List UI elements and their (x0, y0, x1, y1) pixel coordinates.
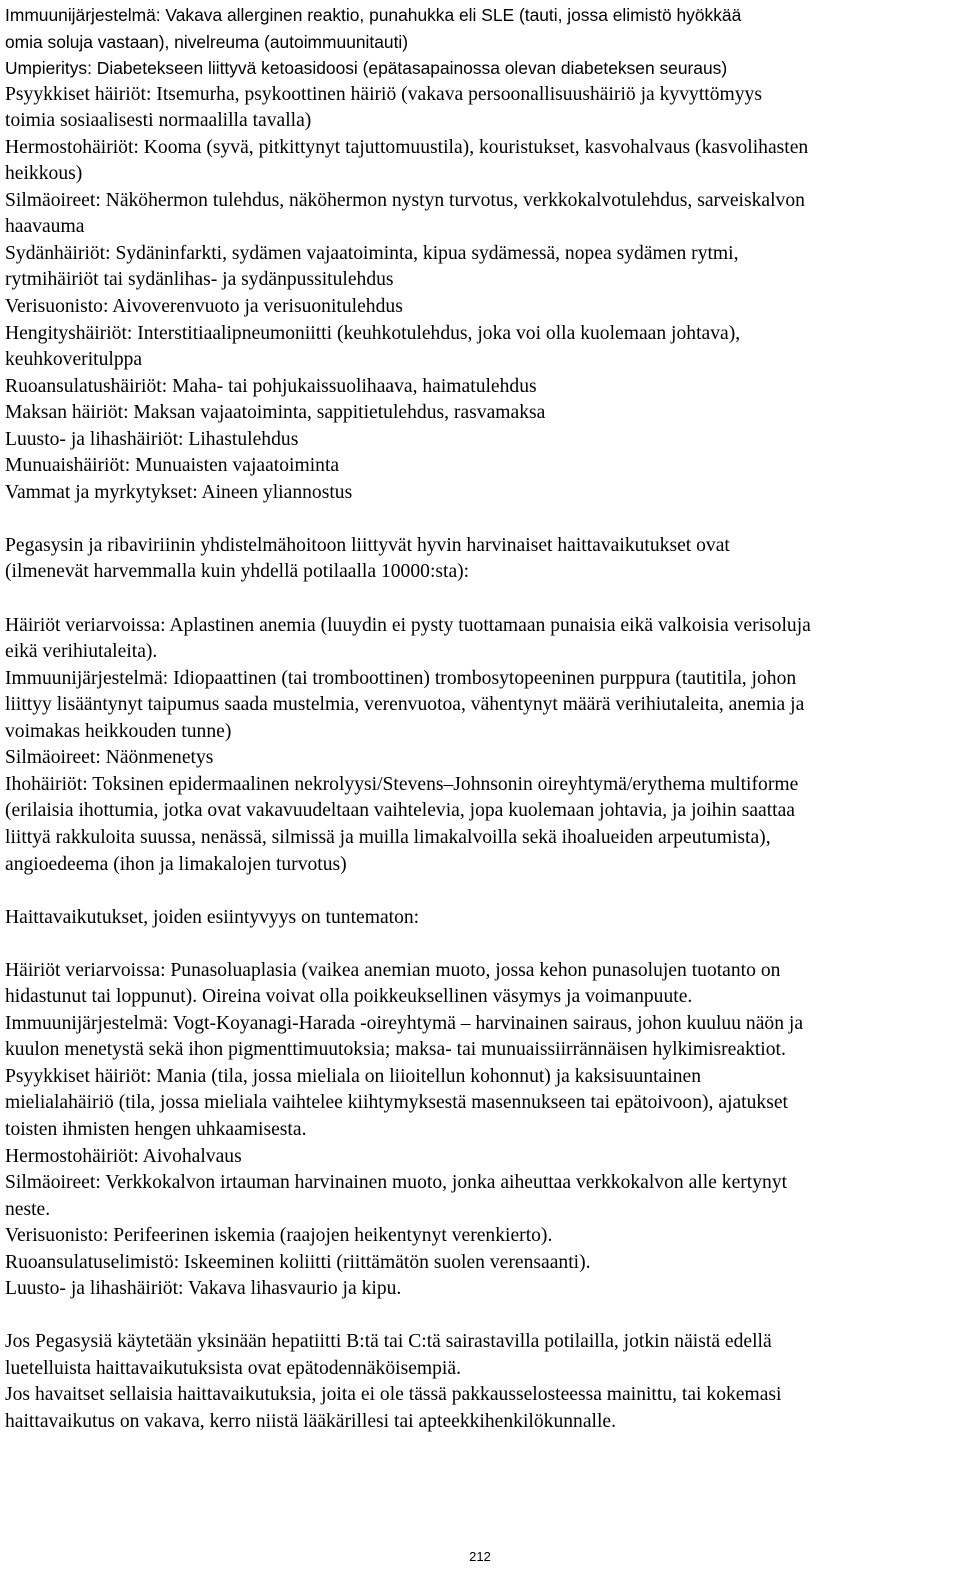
text-line: voimakas heikkouden tunne) (5, 720, 232, 742)
text-line: Häiriöt veriarvoissa: Aplastinen anemia (luuydin ei pysty tuottamaan punaisia eikä valkoisia verisoluja (5, 614, 811, 636)
paragraph-gap (5, 878, 957, 905)
paragraph-gap (5, 931, 957, 958)
page-number: 212 (469, 1549, 491, 1564)
paragraph-gap (5, 1303, 957, 1330)
text-line: Psyykkiset häiriöt: Mania (tila, jossa mieliala on liioitellun kohonnut) ja kaksisuuntainen (5, 1065, 702, 1087)
text-line: toisten ihmisten hengen uhkaamisesta. (5, 1118, 307, 1140)
text-line: (erilaisia ihottumia, jotka ovat vakavuudeltaan vaihtelevia, jopa kuolemaan johtavia, ja joihin saattaa (5, 800, 796, 822)
text-line: neste. (5, 1198, 51, 1220)
text-line: Umpieritys: Diabetekseen liittyvä ketoasidoosi (epätasapainossa olevan diabeteksen seuraus) (5, 58, 728, 79)
text-line: Immuunijärjestelmä: Idiopaattinen (tai tromboottinen) trombosytopeeninen purppura (tautitila, johon (5, 667, 797, 689)
text-line: Pegasysin ja ribaviriinin yhdistelmähoitoon liittyvät hyvin harvinaiset haittavaikutukset ovat (5, 534, 730, 556)
text-line: kuulon menetystä sekä ihon pigmenttimuutoksia; maksa- tai munuaissiirrännäisen hylkimisreaktiot. (5, 1039, 786, 1061)
text-line: Immuunijärjestelmä: Vakava allerginen reaktio, punahukka eli SLE (tauti, jossa elimistö hyökkää (5, 5, 742, 25)
text-line: Verisuonisto: Aivoverenvuoto ja verisuonitulehdus (5, 296, 403, 318)
paragraph-gap (5, 506, 957, 533)
text-line: Luusto- ja lihashäiriöt: Vakava lihasvaurio ja kipu. (5, 1278, 402, 1300)
text-line: liittyy lisääntynyt taipumus saada mustelmia, verenvuotoa, vähentynyt määrä verihiutaleita, anemia ja (5, 694, 805, 716)
text-line: Immuunijärjestelmä: Vogt-Koyanagi-Harada -oireyhtymä – harvinainen sairaus, johon kuuluu näön ja (5, 1012, 804, 1034)
text-line: Häiriöt veriarvoissa: Punasoluaplasia (vaikea anemian muoto, jossa kehon punasolujen tuotanto on (5, 959, 781, 981)
text-line: mielialahäiriö (tila, jossa mieliala vaihtelee kiihtymyksestä masennukseen tai epätoivoon), ajatukset (5, 1092, 788, 1114)
text-line: Maksan häiriöt: Maksan vajaatoiminta, sappitietulehdus, rasvamaksa (5, 402, 546, 424)
text-line: toimia sosiaalisesti normaalilla tavalla) (5, 110, 312, 132)
text-line: Verisuonisto: Perifeerinen iskemia (raajojen heikentynyt verenkierto). (5, 1225, 553, 1247)
text-line: luetelluista haittavaikutuksista ovat epätodennäköisempiä. (5, 1357, 461, 1379)
text-line: Ruoansulatuselimistö: Iskeeminen koliitti (riittämätön suolen verensaanti). (5, 1251, 591, 1273)
text-line: Hermostohäiriöt: Aivohalvaus (5, 1145, 242, 1167)
text-line: Sydänhäiriöt: Sydäninfarkti, sydämen vajaatoiminta, kipua sydämessä, nopea sydämen rytmi, (5, 242, 739, 264)
text-line: Jos Pegasysiä käytetään yksinään hepatiitti B:tä tai C:tä sairastavilla potilailla, jotkin näistä edellä (5, 1331, 772, 1353)
text-line: angioedeema (ihon ja limakalojen turvotus) (5, 853, 347, 875)
text-line: Haittavaikutukset, joiden esiintyvyys on tuntematon: (5, 906, 420, 928)
text-line: rytmihäiriöt tai sydänlihas- ja sydänpussitulehdus (5, 269, 394, 291)
text-line: liittyä rakkuloita suussa, nenässä, silmissä ja muilla limakalvoilla sekä ihoalueiden arpeutumista), (5, 826, 771, 848)
text-line: heikkous) (5, 163, 83, 185)
text-line: Jos havaitset sellaisia haittavaikutuksia, joita ei ole tässä pakkausselosteessa mainittu, tai kokemasi (5, 1384, 782, 1406)
text-line: Hengityshäiriöt: Interstitiaalipneumoniitti (keuhkotulehdus, joka voi olla kuolemaan johtava), (5, 322, 741, 344)
text-line: keuhkoveritulppa (5, 349, 143, 371)
text-line: Silmäoireet: Verkkokalvon irtauman harvinainen muoto, jonka aiheuttaa verkkokalvon alle kertynyt (5, 1172, 788, 1194)
text-line: omia soluja vastaan), nivelreuma (autoimmuunitauti) (5, 31, 409, 52)
text-line: Vammat ja myrkytykset: Aineen yliannostus (5, 481, 353, 503)
paragraph-gap (5, 586, 957, 613)
text-line: Ihohäiriöt: Toksinen epidermaalinen nekrolyysi/Stevens–Johnsonin oireyhtymä/erythema multiforme (5, 773, 799, 795)
text-line: Hermostohäiriöt: Kooma (syvä, pitkittynyt tajuttomuustila), kouristukset, kasvohalvaus (kasvolihasten (5, 136, 809, 158)
text-line: (ilmenevät harvemmalla kuin yhdellä potilaalla 10000:sta): (5, 561, 470, 583)
text-line: Silmäoireet: Näönmenetys (5, 747, 214, 769)
text-line: Ruoansulatushäiriöt: Maha- tai pohjukaissuolihaava, haimatulehdus (5, 375, 537, 397)
text-line: Silmäoireet: Näköhermon tulehdus, näköhermon nystyn turvotus, verkkokalvotulehdus, sarveiskalvon (5, 189, 805, 211)
text-line: Munuaishäiriöt: Munuaisten vajaatoiminta (5, 455, 340, 477)
text-line: haavauma (5, 216, 85, 238)
text-line: hidastunut tai loppunut). Oireina voivat olla poikkeuksellinen väsymys ja voimanpuute. (5, 986, 693, 1008)
text-line: Luusto- ja lihashäiriöt: Lihastulehdus (5, 428, 299, 450)
document-body (5, 2, 957, 1436)
text-line: haittavaikutus on vakava, kerro niistä lääkärillesi tai apteekkihenkilökunnalle. (5, 1410, 617, 1432)
text-line: eikä verihiutaleita). (5, 641, 158, 663)
text-line: Psyykkiset häiriöt: Itsemurha, psykoottinen häiriö (vakava persoonallisuushäiriö ja kyvyttömyys (5, 83, 762, 105)
